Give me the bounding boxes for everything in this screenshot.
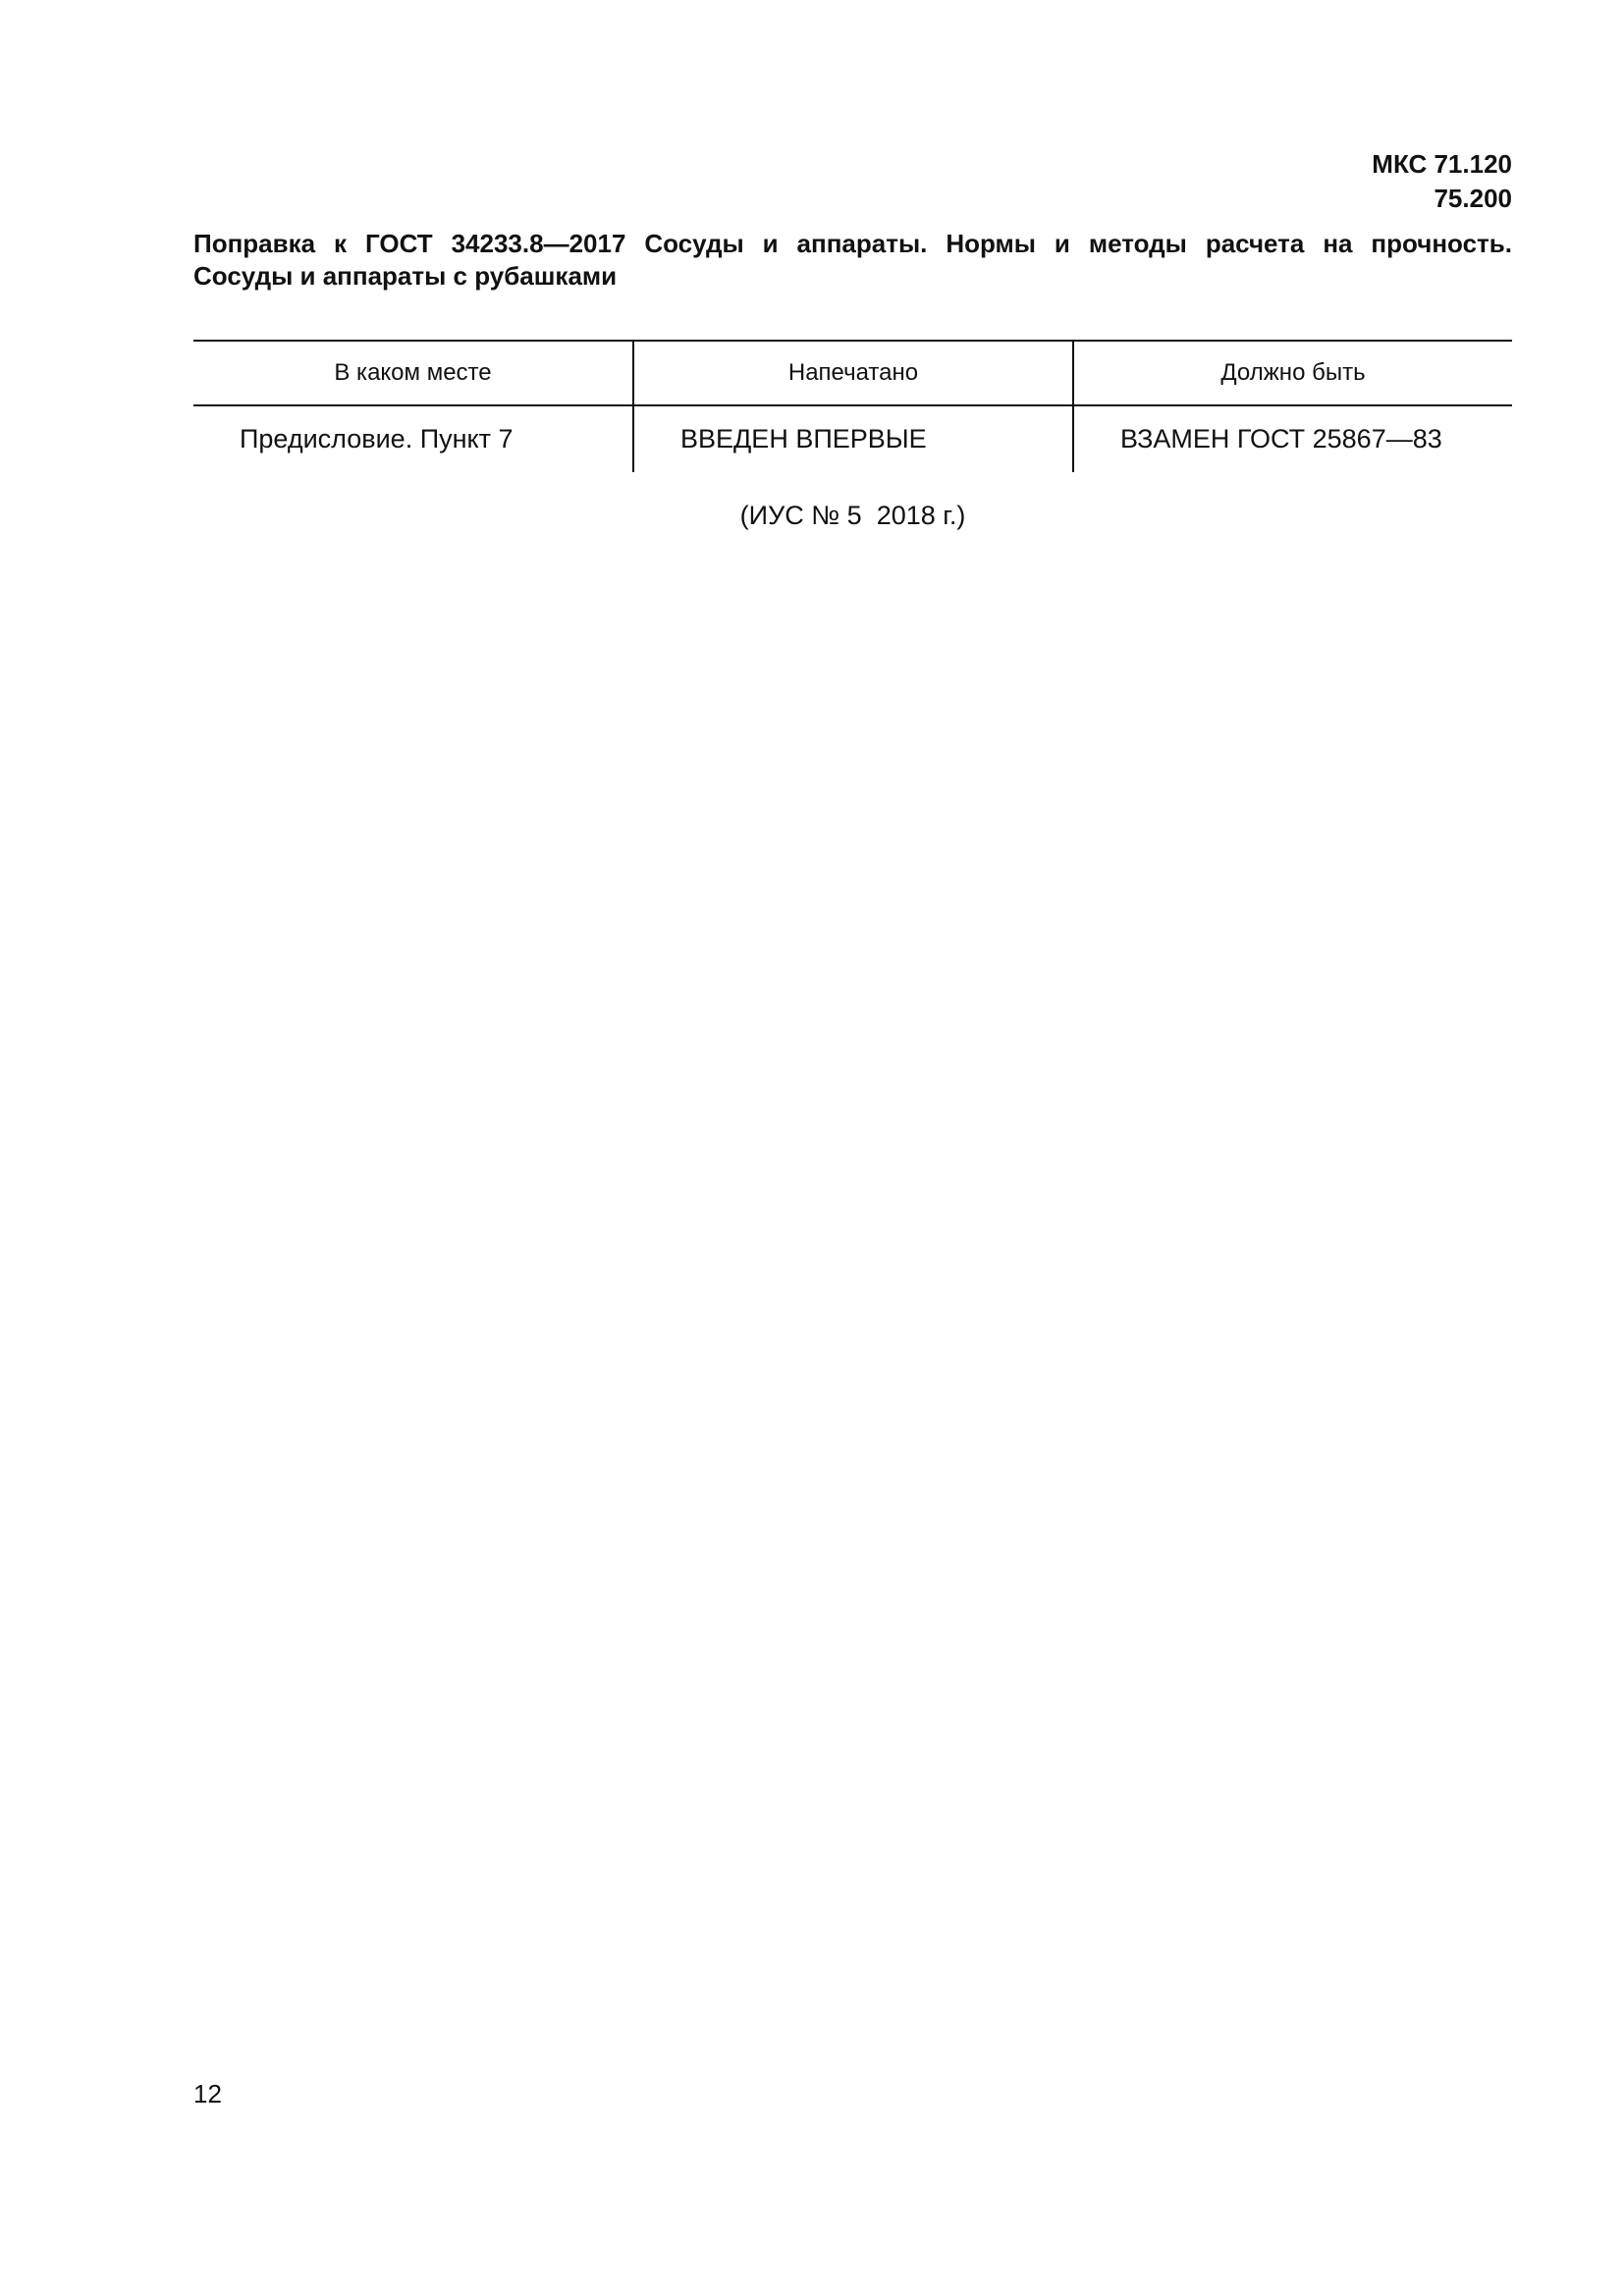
source-note: (ИУС № 5 2018 г.) — [739, 501, 966, 530]
correction-table — [193, 340, 1512, 472]
page-number: 12 — [193, 2079, 222, 2109]
table-header-row — [193, 341, 1512, 405]
column-header-printed: Напечатано — [633, 341, 1073, 405]
column-header-location: В каком месте — [193, 341, 633, 405]
cell-should-be: ВЗАМЕН ГОСТ 25867—83 — [1073, 405, 1512, 472]
document-title-line-2: Сосуды и аппараты с рубашками — [193, 261, 618, 291]
table-row — [193, 405, 1512, 472]
column-header-should-be: Должно быть — [1073, 341, 1512, 405]
document-title — [193, 228, 1512, 293]
mks-code-line-2: 75.200 — [1434, 184, 1512, 213]
document-title-line-1: Поправка к ГОСТ 34233.8—2017 Сосуды и аппараты. Нормы и методы расчета на прочность. — [193, 229, 1512, 258]
mks-code-block — [1372, 147, 1512, 216]
cell-printed: ВВЕДЕН ВПЕРВЫЕ — [633, 405, 1073, 472]
cell-location: Предисловие. Пункт 7 — [240, 424, 514, 454]
mks-code-line-1: МКС 71.120 — [1372, 149, 1512, 179]
